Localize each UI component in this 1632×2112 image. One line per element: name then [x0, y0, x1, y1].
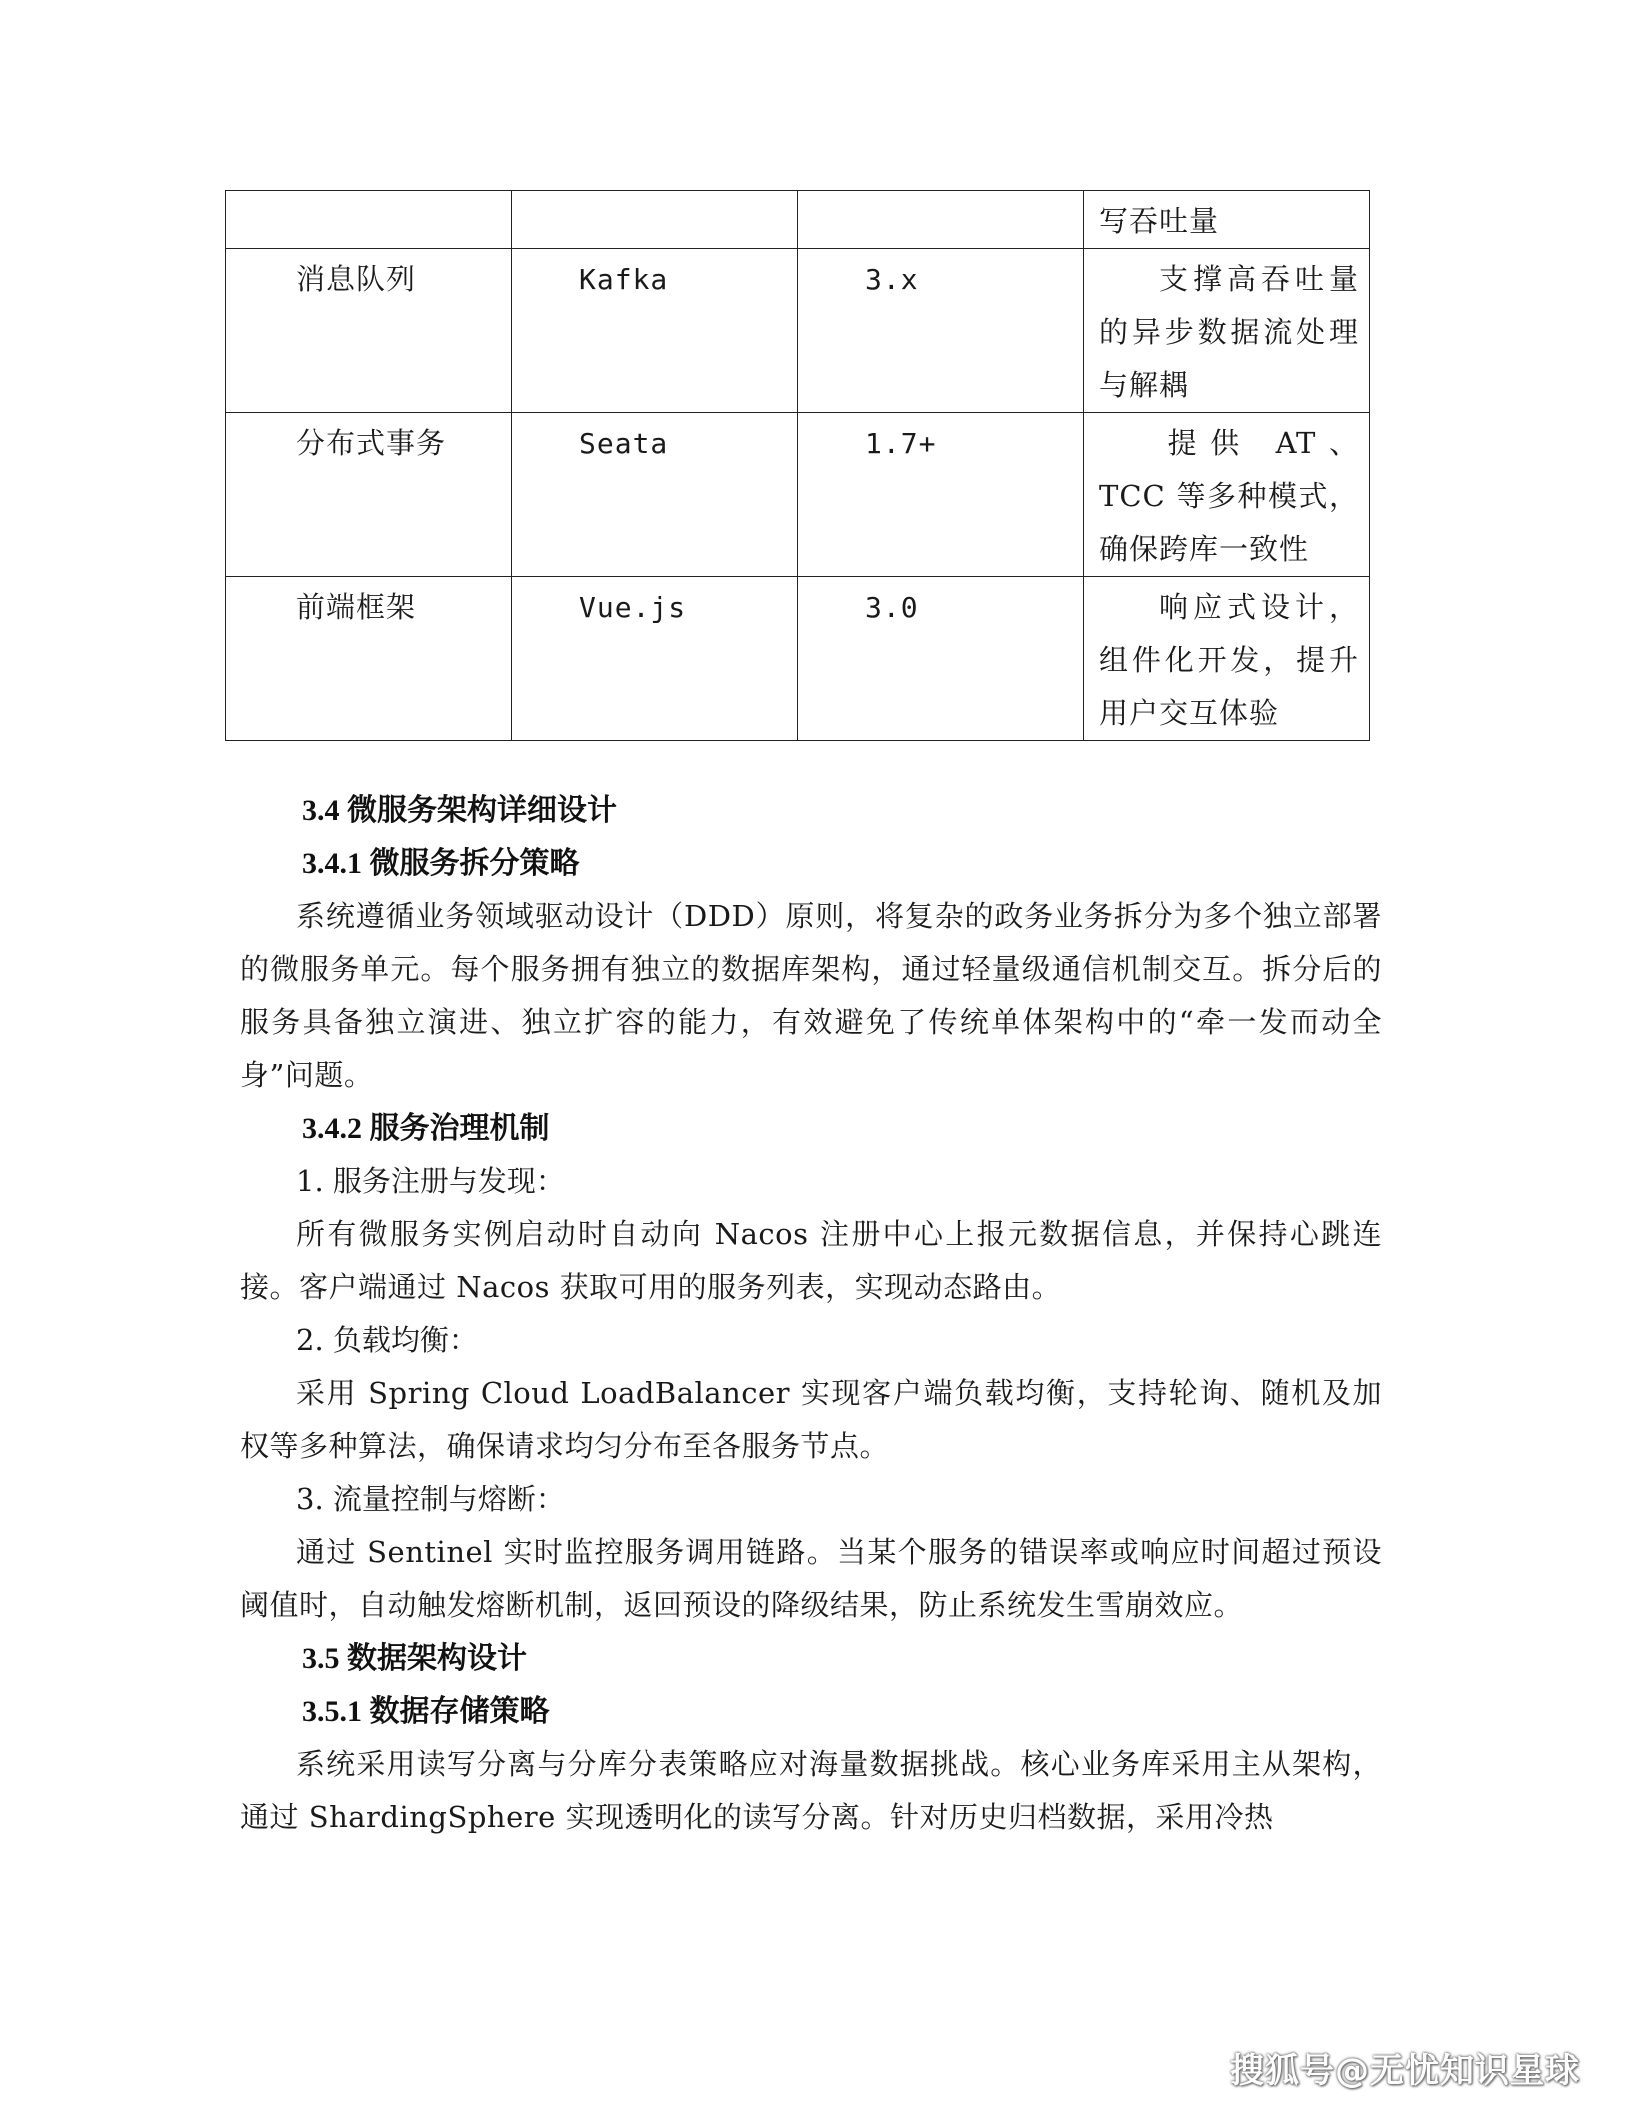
table-cell: Seata: [512, 413, 798, 577]
list-item-title: 2. 负载均衡：: [296, 1323, 478, 1357]
table-cell: 前端框架: [226, 577, 512, 741]
table-cell: Kafka: [512, 249, 798, 413]
table-cell-text: 响应式设计，组件化开发，提升用户交互体验: [1099, 590, 1359, 730]
table-cell: [1084, 577, 1370, 741]
table-cell-text: 支撑高吞吐量的异步数据流处理与解耦: [1099, 262, 1359, 402]
subsection-heading: 3.4.2 服务治理机制: [302, 1112, 550, 1145]
table-cell: [226, 191, 512, 249]
paragraph: 通过 Sentinel 实时监控服务调用链路。当某个服务的错误率或响应时间超过预设阈值时，自动触发熔断机制，返回预设的降级结果，防止系统发生雪崩效应。: [240, 1535, 1382, 1622]
subsection-heading: 3.4.1 微服务拆分策略: [302, 847, 580, 880]
table-cell: [512, 191, 798, 249]
table-cell: 3.x: [798, 249, 1084, 413]
table-cell-text: 提供 AT、TCC 等多种模式，确保跨库一致性: [1099, 426, 1359, 566]
table-row: [226, 577, 1370, 741]
table-row: [226, 191, 1370, 249]
paragraph: 采用 Spring Cloud LoadBalancer 实现客户端负载均衡，支持轮询、随机及加权等多种算法，确保请求均匀分布至各服务节点。: [240, 1376, 1382, 1463]
watermark: 搜狐号@无忧知识星球: [1230, 2051, 1580, 2091]
table-cell: [1084, 249, 1370, 413]
subsection-heading: 3.5.1 数据存储策略: [302, 1695, 550, 1728]
section-heading: 3.5 数据架构设计: [302, 1642, 527, 1675]
table-row: [226, 249, 1370, 413]
table-cell: [798, 191, 1084, 249]
document-body: [240, 784, 1382, 1844]
list-item-title: 1. 服务注册与发现：: [296, 1164, 565, 1198]
table-cell: 1.7+: [798, 413, 1084, 577]
table-row: [226, 413, 1370, 577]
table-cell: 消息队列: [226, 249, 512, 413]
table-cell: [1084, 413, 1370, 577]
table-cell: 3.0: [798, 577, 1084, 741]
section-heading: 3.4 微服务架构详细设计: [302, 794, 617, 827]
list-item-title: 3. 流量控制与熔断：: [296, 1482, 565, 1516]
table-cell: 写吞吐量: [1084, 191, 1370, 249]
table-cell: 分布式事务: [226, 413, 512, 577]
table-cell: Vue.js: [512, 577, 798, 741]
paragraph: 系统遵循业务领域驱动设计（DDD）原则，将复杂的政务业务拆分为多个独立部署的微服务单元。每个服务拥有独立的数据库架构，通过轻量级通信机制交互。拆分后的服务具备独立演进、独立扩容的能力，有效避免了传统单体架构中的“牵一发而动全身”问题。: [240, 899, 1382, 1092]
paragraph: 所有微服务实例启动时自动向 Nacos 注册中心上报元数据信息，并保持心跳连接。客户端通过 Nacos 获取可用的服务列表，实现动态路由。: [240, 1217, 1382, 1304]
tech-stack-table: [225, 190, 1370, 741]
paragraph: 系统采用读写分离与分库分表策略应对海量数据挑战。核心业务库采用主从架构，通过 ShardingSphere 实现透明化的读写分离。针对历史归档数据，采用冷热: [240, 1747, 1382, 1834]
